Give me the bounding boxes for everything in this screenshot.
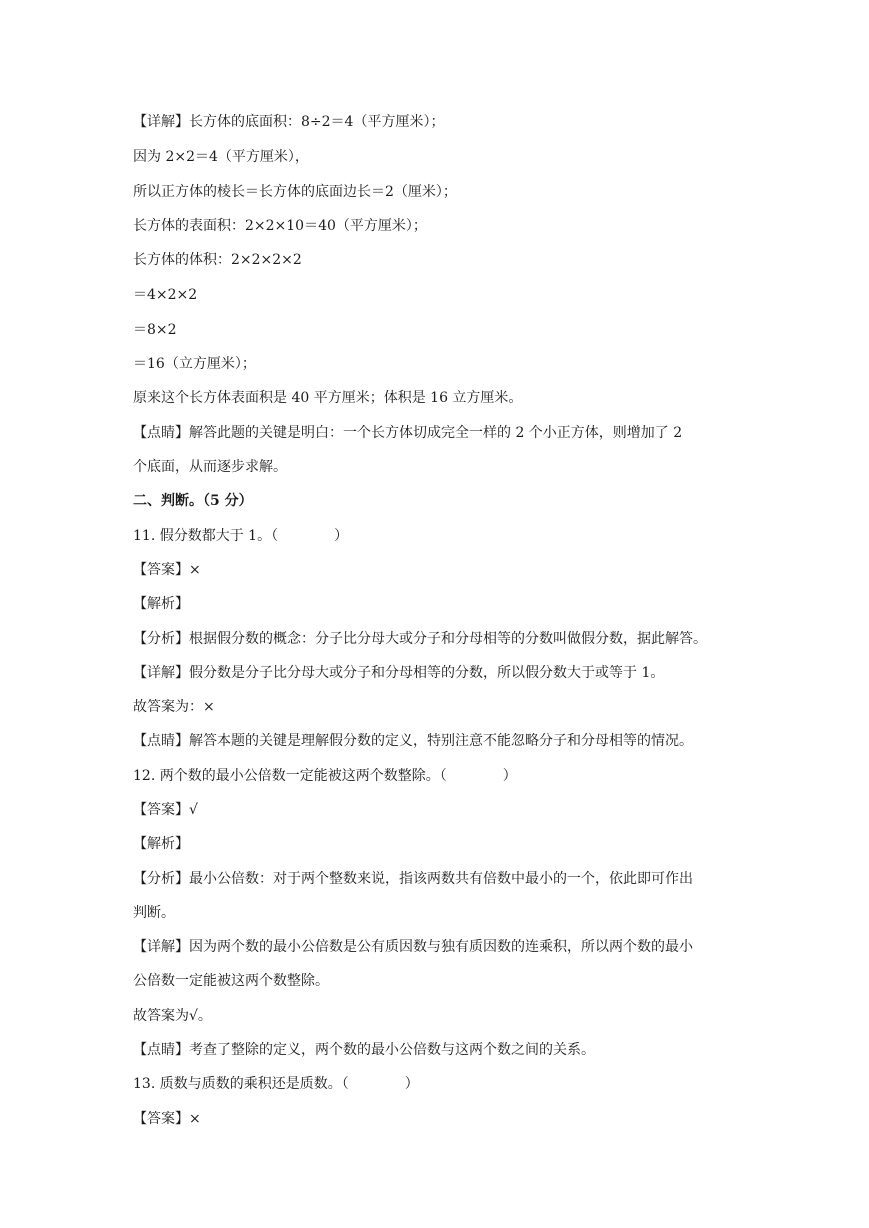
solution-line-cube-edge: 所以正方体的棱长＝长方体的底面边长＝2（厘米）； (133, 184, 457, 200)
solution-line-volume: 长方体的体积：2×2×2×2 (133, 252, 302, 268)
solution-line-because: 因为 2×2＝4（平方厘米）， (133, 149, 309, 165)
solution-detail-base-area: 【详解】长方体的底面积：8÷2＝4（平方厘米）； (133, 114, 445, 130)
final-answer-11: 故答案为：× (133, 699, 215, 715)
detail-11: 【详解】假分数是分子比分母大或分子和分母相等的分数，所以假分数大于或等于 1。 (133, 665, 665, 681)
analysis-11: 【分析】根据假分数的概念：分子比分母大或分子和分母相等的分数叫做假分数，据此解答。 (133, 631, 707, 647)
analysis-12-line-1: 【分析】最小公倍数：对于两个整数来说，指该两数共有倍数中最小的一个，依此即可作出 (133, 871, 693, 887)
section-heading: 二、判断。（5 分） (133, 493, 253, 509)
comment-11: 【点睛】解答本题的关键是理解假分数的定义，特别注意不能忽略分子和分母相等的情况。 (133, 733, 693, 749)
answer-11: 【答案】× (133, 562, 201, 578)
question-11: 11. 假分数都大于 1。（ ） (133, 528, 349, 544)
solution-line-step-3: ＝16（立方厘米）； (133, 356, 256, 372)
answer-13: 【答案】× (133, 1111, 201, 1127)
detail-12-line-2: 公倍数一定能被这两个数整除。 (133, 973, 329, 989)
solution-line-surface-area: 长方体的表面积：2×2×10＝40（平方厘米）； (133, 218, 427, 234)
question-12: 12. 两个数的最小公倍数一定能被这两个数整除。（ ） (133, 768, 517, 784)
comment-line-2: 个底面，从而逐步求解。 (133, 459, 287, 475)
question-13: 13. 质数与质数的乘积还是质数。（ ） (133, 1076, 419, 1092)
solution-line-conclusion: 原来这个长方体表面积是 40 平方厘米；体积是 16 立方厘米。 (133, 390, 523, 406)
analysis-12-line-2: 判断。 (133, 905, 175, 921)
analysis-label-12: 【解析】 (133, 836, 189, 852)
solution-line-step-2: ＝8×2 (133, 322, 177, 338)
analysis-label-11: 【解析】 (133, 596, 189, 612)
comment-12: 【点睛】考查了整除的定义，两个数的最小公倍数与这两个数之间的关系。 (133, 1042, 595, 1058)
answer-12: 【答案】√ (133, 802, 198, 818)
comment-line-1: 【点睛】解答此题的关键是明白：一个长方体切成完全一样的 2 个小正方体，则增加了 2 (133, 425, 683, 441)
solution-line-step-1: ＝4×2×2 (133, 287, 198, 303)
final-answer-12: 故答案为√。 (133, 1008, 212, 1024)
detail-12-line-1: 【详解】因为两个数的最小公倍数是公有质因数与独有质因数的连乘积，所以两个数的最小 (133, 939, 693, 955)
